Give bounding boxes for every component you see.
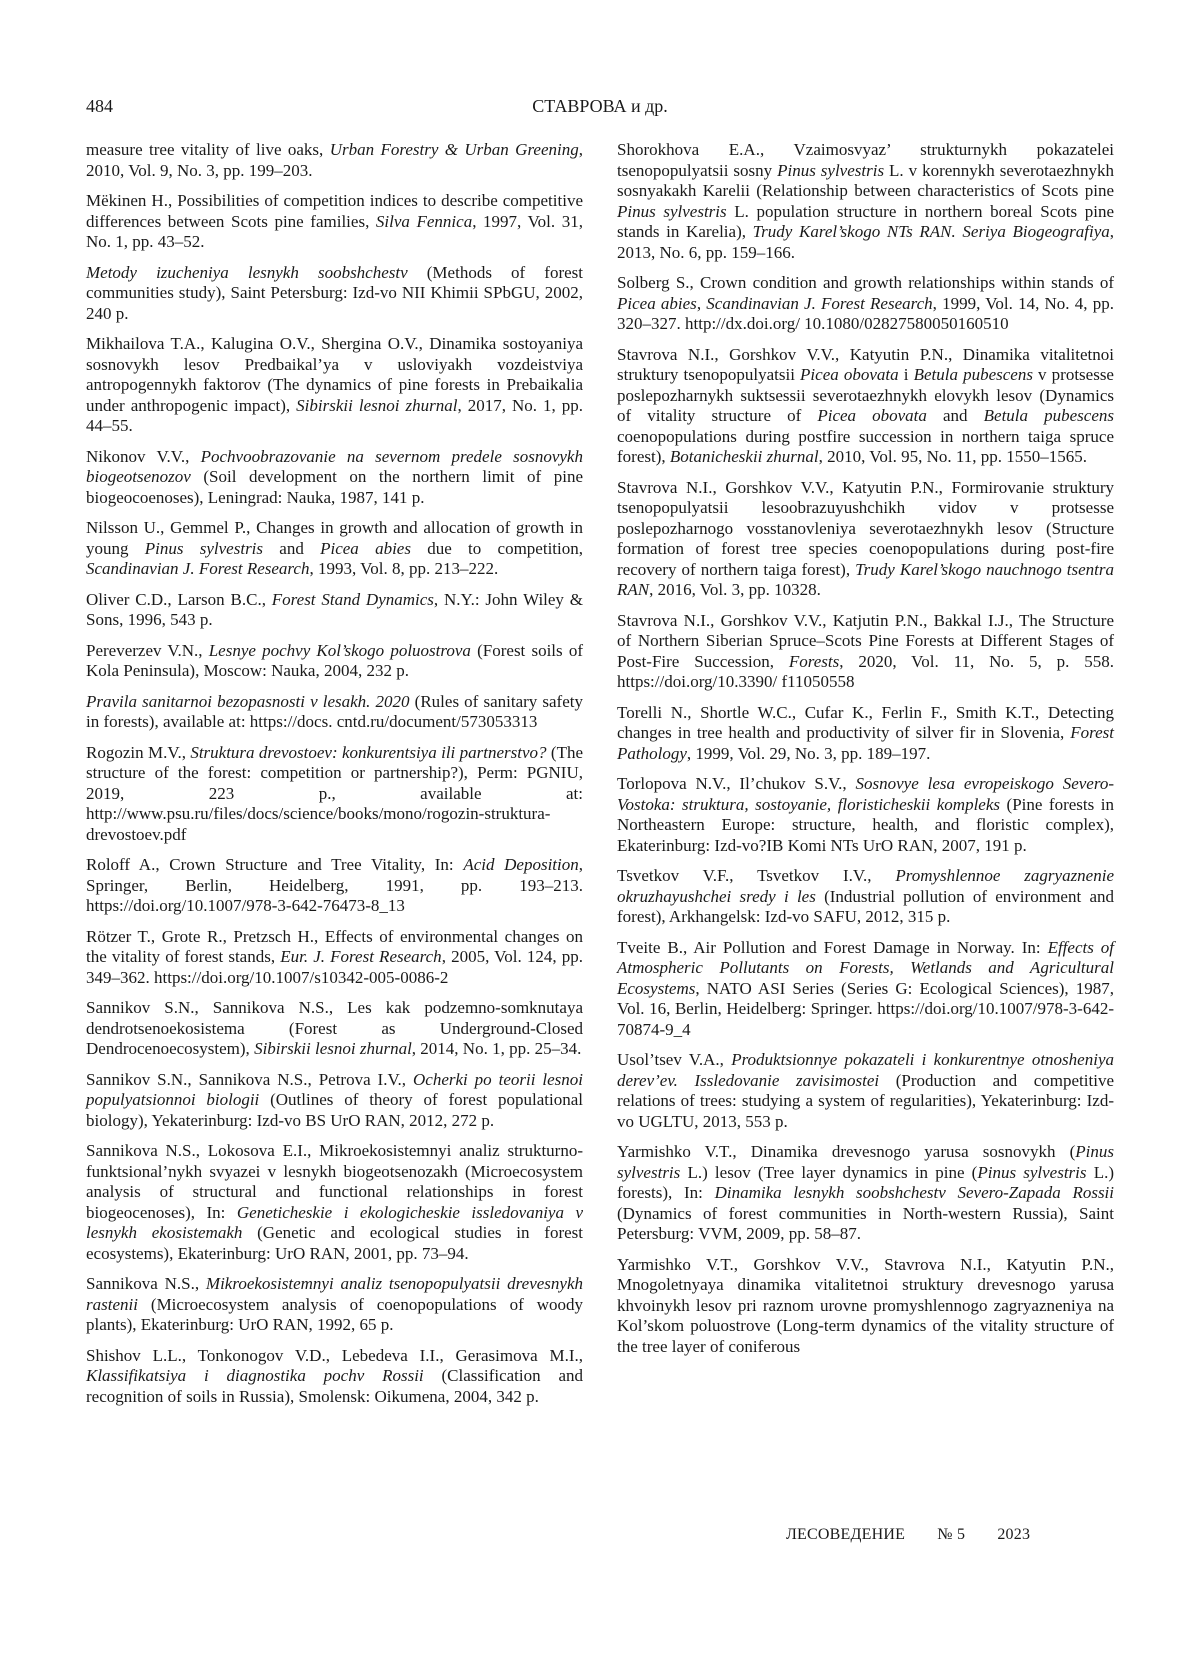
- running-head: СТАВРОВА и др.: [532, 96, 668, 116]
- reference-entry: Rogozin M.V., Struktura drevostoev: konkurentsiya ili partnerstvo? (The structure of the forest: competition or partnership?), Perm: PGNIU, 2019, 223 p., available at: http://www.psu.ru/files/docs/science/books/mono/rogozin-struktura-drevostoev.pdf: [86, 742, 584, 844]
- reference-entry: Sannikova N.S., Mikroekosistemnyi analiz tsenopopulyatsii drevesnykh rastenii (Microecosystem analysis of coenopopulations of woody plants), Ekaterinburg: UrO RAN, 1992, 65 p.: [86, 1274, 583, 1334]
- reference-entry: Yarmishko V.T., Gorshkov V.V., Stavrova N.I., Katyutin P.N., Mnogoletnyaya dinamika vitalitetnoi struktury drevesnogo yarusa khvoinykh lesov pri raznom urovne promyshlennogo zagryazneniya na Kol’skom poluostrove (Long-term dynamics of the vitality structure of the tree layer of coniferous: [617, 1254, 1114, 1356]
- reference-entry: Stavrova N.I., Gorshkov V.V., Katyutin P.N., Formirovanie struktury tsenopopulyatsii lesoobrazuyushchikh vidov v protsesse poslepozharnogo vosstanovleniya severotaezhnykh lesov (Structure formation of forest tree species coenopopulations during post-fire recovery of northern taiga forest), Trudy Karel’skogo nauchnogo tsentra RAN, 2016, Vol. 3, pp. 10328.: [617, 477, 1114, 599]
- reference-entry: Tsvetkov V.F., Tsvetkov I.V., Promyshlennoe zagryaznenie okruzhayushchei sredy i les (Industrial pollution of environment and forest), Arkhangelsk: Izd-vo SAFU, 2012, 315 p.: [617, 866, 1114, 926]
- page-header: [86, 96, 1114, 120]
- reference-entry: Sannikova N.S., Lokosova E.I., Mikroekosistemnyi analiz strukturno-funktsional’nykh svyazei v lesnykh biogeotsenozakh (Microecosystem analysis of structural and functional relationships in forest biogeocenoses), In: Geneticheskie i ekologicheskie issledovaniya v lesnykh ekosistemakh (Genetic and ecological studies in forest ecosystems), Ekaterinburg: UrO RAN, 2001, pp. 73–94.: [86, 1141, 583, 1263]
- reference-entry: Pereverzev V.N., Lesnye pochvy Kol’skogo poluostrova (Forest soils of Kola Peninsula), Moscow: Nauka, 2004, 232 p.: [86, 640, 584, 680]
- references-left-column: [86, 140, 583, 1417]
- reference-entry: Metody izucheniya lesnykh soobshchestv (Methods of forest communities study), Saint Petersburg: Izd-vo NII Khimii SPbGU, 2002, 240 p.: [86, 262, 584, 323]
- reference-entry: Torelli N., Shortle W.C., Cufar K., Ferlin F., Smith K.T., Detecting changes in tree health and productivity of silver fir in Slovenia, Forest Pathology, 1999, Vol. 29, No. 3, pp. 189–197.: [617, 702, 1114, 763]
- reference-entry: Usol’tsev V.A., Produktsionnye pokazateli i konkurentnye otnosheniya derev’ev. Issledovanie zavisimostei (Production and competitive relations of trees: studying a system of regularities), Yekaterinburg: Izd-vo UGLTU, 2013, 553 p.: [617, 1050, 1114, 1131]
- reference-entry: Stavrova N.I., Gorshkov V.V., Katjutin P.N., Bakkal I.J., The Structure of Northern Siberian Spruce–Scots Pine Forests at Different Stages of Post-Fire Succession, Forests, 2020, Vol. 11, No. 5, p. 558. https://doi.org/10.3390/ f11050558: [617, 610, 1114, 691]
- reference-entry: Roloff A., Crown Structure and Tree Vitality, In: Acid Deposition, Springer, Berlin, Heidelberg, 1991, pp. 193–213. https://doi.org/10.1007/978-3-642-76473-8_13: [86, 855, 583, 915]
- page-number: 484: [86, 96, 113, 116]
- reference-entry: Yarmishko V.T., Dinamika drevesnogo yarusa sosnovykh (Pinus sylvestris L.) lesov (Tree layer dynamics in pine (Pinus sylvestris L.) forests), In: Dinamika lesnykh soobshchestv Severo-Zapada Rossii (Dynamics of forest communities in North-western Russia), Saint Petersburg: VVM, 2009, pp. 58–87.: [617, 1142, 1114, 1243]
- reference-entry: Torlopova N.V., Il’chukov S.V., Sosnovye lesa evropeiskogo Severo-Vostoka: struktura, sostoyanie, floristicheskii kompleks (Pine forests in Northeastern Europe: structure, health, and floristic complex), Ekaterinburg: Izd-vo?IB Komi NTs UrO RAN, 2007, 191 p.: [617, 774, 1114, 855]
- reference-entry: Shorokhova E.A., Vzaimosvyaz’ strukturnykh pokazatelei tsenopopulyatsii sosny Pinus sylvestris L. v korennykh severotaezhnykh sosnyakakh Karelii (Relationship between characteristics of Scots pine Pinus sylvestris L. population structure in northern boreal Scots pine stands in Karelia), Trudy Karel’skogo NTs RAN. Seriya Biogeografiya, 2013, No. 6, pp. 159–166.: [617, 140, 1115, 262]
- reference-entry: Nilsson U., Gemmel P., Changes in growth and allocation of growth in young Pinus sylvestris and Picea abies due to competition, Scandinavian J. Forest Research, 1993, Vol. 8, pp. 213–222.: [86, 518, 583, 578]
- reference-entry: Stavrova N.I., Gorshkov V.V., Katyutin P.N., Dinamika vitalitetnoi struktury tsenopopulyatsii Picea obovata i Betula pubescens v protsesse poslepozharnykh suktsessii severotaezhnykh elovykh lesov (Dynamics of vitality structure of Picea obovata and Betula pubescens coenopopulations during postfire succession in northern taiga spruce forest), Botanicheskii zhurnal, 2010, Vol. 95, No. 11, pp. 1550–1565.: [617, 344, 1114, 466]
- reference-entry: Solberg S., Crown condition and growth relationships within stands of Picea abies, Scandinavian J. Forest Research, 1999, Vol. 14, No. 4, pp. 320–327. http://dx.doi.org/ 10.1080/02827580050160510: [617, 273, 1114, 333]
- issue-number: № 5: [937, 1526, 966, 1543]
- publication-year: 2023: [997, 1526, 1031, 1543]
- reference-entry: measure tree vitality of live oaks, Urban Forestry & Urban Greening, 2010, Vol. 9, No. 3, pp. 199–203.: [86, 140, 583, 180]
- reference-entry: Sannikov S.N., Sannikova N.S., Petrova I.V., Ocherki po teorii lesnoi populyatsionnoi biologii (Outlines of theory of forest populational biology), Yekaterinburg: Izd-vo BS UrO RAN, 2012, 272 p.: [86, 1069, 583, 1130]
- reference-entry: Shishov L.L., Tonkonogov V.D., Lebedeva I.I., Gerasimova M.I., Klassifikatsiya i diagnostika pochv Rossii (Classification and recognition of soils in Russia), Smolensk: Oikumena, 2004, 342 p.: [86, 1345, 583, 1406]
- reference-entry: Tveite B., Air Pollution and Forest Damage in Norway. In: Effects of Atmospheric Pollutants on Forests, Wetlands and Agricultural Ecosystems, NATO ASI Series (Series G: Ecological Sciences), 1987, Vol. 16, Berlin, Heidelberg: Springer. https://doi.org/10.1007/978-3-642-70874-9_4: [617, 937, 1114, 1039]
- page-footer: [786, 1526, 1086, 1544]
- reference-entry: Sannikov S.N., Sannikova N.S., Les kak podzemno-somknutaya dendrotsenoekosistema (Forest as Underground-Closed Dendrocenoecosystem), Sibirskii lesnoi zhurnal, 2014, No. 1, pp. 25–34.: [86, 998, 583, 1058]
- reference-entry: Mëkinen H., Possibilities of competition indices to describe competitive differences between Scots pine families, Silva Fennica, 1997, Vol. 31, No. 1, pp. 43–52.: [86, 191, 583, 251]
- journal-name: ЛЕСОВЕДЕНИЕ: [786, 1526, 906, 1543]
- reference-entry: Oliver C.D., Larson B.C., Forest Stand Dynamics, N.Y.: John Wiley & Sons, 1996, 543 p.: [86, 589, 583, 629]
- reference-entry: Pravila sanitarnoi bezopasnosti v lesakh. 2020 (Rules of sanitary safety in forests), available at: https://docs. cntd.ru/document/573053313: [86, 691, 583, 731]
- reference-entry: Mikhailova T.A., Kalugina O.V., Shergina O.V., Dinamika sostoyaniya sosnovykh lesov Predbaikal’ya v usloviyakh vozdeistviya antropogennykh faktorov (The dynamics of pine forests in Prebaikalia under anthropogenic impact), Sibirskii lesnoi zhurnal, 2017, No. 1, pp. 44–55.: [86, 334, 584, 435]
- references-right-column: [617, 140, 1114, 1367]
- reference-entry: Rötzer T., Grote R., Pretzsch H., Effects of environmental changes on the vitality of forest stands, Eur. J. Forest Research, 2005, Vol. 124, pp. 349–362. https://doi.org/10.1007/s10342-005-0086-2: [86, 926, 583, 987]
- reference-entry: Nikonov V.V., Pochvoobrazovanie na severnom predele sosnovykh biogeotsenozov (Soil development on the northern limit of pine biogeocoenoses), Leningrad: Nauka, 1987, 141 p.: [86, 446, 583, 507]
